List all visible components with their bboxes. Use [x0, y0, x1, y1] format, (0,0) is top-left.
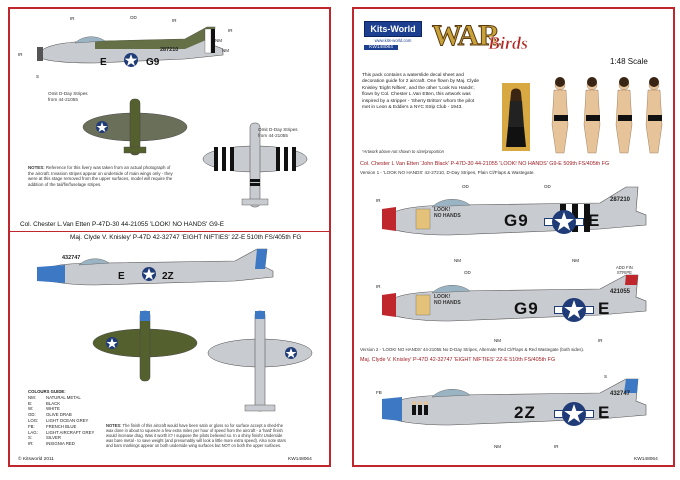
scale-label: 1:48 Scale	[610, 57, 648, 66]
bottom-notes-text: The finish of this aircraft would have been satin or gloss so for surface accept a shed-the wax done in about to squeeze a few extra miles per hour of speed from the aircraft - a 'hard' finish would increase drag. Was it worth it? I suppose the pilots believed so. In a shiny finish! Underside was bare metal - to save weight (and presumably will look a little more extra speed). Also note stars and bars markings appear on both underside wing surfaces but NOT on both the upper surfaces.	[106, 423, 286, 449]
aircraft1-top-view	[80, 97, 190, 157]
plane2-nose-art: LOOK! NO HANDS	[434, 294, 461, 307]
colour-guide	[28, 389, 94, 447]
label-ir: IR	[18, 52, 23, 57]
version2-text: Version 2 - 'LOOK! NO HANDS' 44-21055 No D-Day Stripes, Alternate Red Cl/Flaps & Red Wastegate (both sides).	[360, 347, 585, 352]
label-ir: IR	[598, 338, 603, 343]
label-nm: NM	[222, 48, 229, 53]
aircraft1-code-left: E	[100, 57, 107, 68]
plane2-add-fin-note: ADD FIN STRIPE	[616, 265, 633, 276]
war-text: WAR	[432, 19, 500, 52]
plane1-code-right: E	[588, 211, 600, 230]
aircraft1-notes-title: NOTES:	[28, 165, 45, 170]
plane3-caption: Maj. Clyde V. Knisley' P-47D 42-32747 'EIGHT NIFTIES' 2Z-E 510th FS/405th FG	[360, 357, 556, 363]
aircraft2-caption: Maj. Clyde V. Knisley' P-47D 42-32747 'EIGHT NIFTIES' 2Z-E 510th FS/405th FG	[70, 234, 302, 241]
plane1-caption: Col. Chester L Van Etten 'John Black' P-47D-30 44-21055 'LOOK! NO HANDS' G9-E 509th FS/405th FG	[360, 161, 610, 167]
brand-name: Kits-World	[364, 21, 422, 37]
plane3-code-right: E	[598, 403, 610, 422]
plane1-code-left: G9	[504, 211, 529, 230]
label-ir: IR	[376, 198, 381, 203]
label-nm: NM	[572, 258, 579, 263]
plane2-code-right: E	[598, 299, 610, 318]
product-code: KW148064	[288, 457, 312, 462]
plane1-nose-art: LOOK! NO HANDS	[434, 207, 461, 220]
label-od: OD	[462, 184, 469, 189]
artwork-note: *Artwork above not shown to size/proportion	[362, 149, 444, 154]
label-od: OD	[544, 184, 551, 189]
label-nm: NM	[215, 38, 222, 43]
label-nm: NM	[494, 444, 501, 449]
star-insignia-icon	[138, 266, 160, 282]
colour-row: NM: NATURAL METAL	[28, 394, 81, 400]
colour-row: OD: OLIVE DRAB	[28, 412, 72, 418]
warbirds-logo	[432, 17, 552, 61]
aircraft1-serial: 287210	[160, 47, 179, 53]
label-ir: IR	[228, 28, 233, 33]
plane3-code-left: 2Z	[514, 403, 536, 422]
plane3-serial: 432747	[610, 391, 631, 397]
right-instruction-sheet	[352, 7, 675, 467]
colour-row: IR: INSIGNIA RED	[28, 441, 75, 447]
product-code-bottom: KW148064	[634, 457, 658, 462]
omit-dday-note-top: Omit D-Day Stripes from 44-21055	[258, 127, 298, 138]
bottom-notes-title: NOTES:	[106, 423, 122, 428]
kits-world-logo	[364, 21, 422, 50]
product-code-top: KW148064	[364, 45, 398, 50]
colour-row: FB: FRENCH BLUE	[28, 423, 77, 429]
colour-row: W: WHITE	[28, 406, 60, 412]
plane2-code-left: G9	[514, 299, 539, 318]
aircraft2-top-view	[90, 309, 200, 385]
star-insignia-icon	[554, 297, 594, 323]
colour-row: B: BLACK	[28, 400, 61, 406]
plane2-serial: 421055	[610, 289, 631, 295]
label-s: S	[604, 374, 608, 379]
aircraft1-code-right: G9	[146, 57, 160, 68]
birds-text: Birds	[488, 33, 529, 53]
label-nm: NM	[454, 258, 461, 263]
star-insignia-icon	[554, 401, 594, 427]
colour-row: LAG: LIGHT AIRCRAFT GREY	[28, 429, 95, 435]
aircraft1-notes-text: Reference for this livery was taken from an actual photograph of the aircraft. Invasion stripes appear on underside of main wings only - they were at this stage removed from the upper surfaces, model will require the addition of the tail/fin/fuselage stripes.	[28, 165, 173, 187]
label-s: S	[36, 74, 40, 79]
label-od: OD	[130, 15, 137, 20]
colour-row: LOG: LIGHT OCEAN GREY	[28, 417, 89, 423]
label-fb: FB	[376, 390, 382, 395]
label-ir: IR	[376, 284, 381, 289]
divider	[10, 231, 331, 232]
copyright: © Kitsworld 2011	[18, 457, 54, 462]
label-ir: IR	[554, 444, 559, 449]
label-ir: IR	[70, 16, 75, 21]
aircraft2-code-left: E	[118, 271, 125, 282]
version1-text: Version 1 - 'LOOK NO HANDS' 42-27210, D-Day Stripes, Plain Cl/Flaps & Wastegate.	[360, 170, 535, 175]
star-insignia-icon	[120, 52, 142, 68]
aircraft2-serial: 432747	[62, 255, 81, 261]
omit-dday-note: Omit D-Day Stripes from 44-21055	[48, 91, 88, 102]
aircraft2-underside-view	[205, 309, 315, 419]
left-instruction-sheet	[8, 7, 331, 467]
pinup-figures	[540, 75, 670, 155]
aircraft1-notes	[28, 165, 174, 187]
label-od: OD	[464, 270, 471, 275]
star-insignia-icon	[544, 209, 584, 235]
aircraft2-code-right: 2Z	[162, 271, 174, 282]
label-nm: NM	[494, 338, 501, 343]
brand-url: www.kits-world.com	[374, 38, 412, 43]
colour-row: S: SILVER	[28, 435, 61, 441]
colour-guide-title: COLOURS GUIDE:	[28, 389, 66, 394]
pinup-portrait	[502, 83, 530, 151]
label-ir: IR	[172, 18, 177, 23]
aircraft1-caption: Col. Chester L.Van Etten P-47D-30 44-21055 'LOOK! NO HANDS' G9-E	[20, 221, 225, 228]
plane1-serial: 287210	[610, 197, 631, 203]
bottom-notes	[106, 423, 286, 449]
intro-text: This pack contains a waterslide decal sheet and decoration guide for 2 aircraft. One flown by Maj. Clyde Knisley 'Eight Nifties', and the other 'Look No Hands', flown by Col. Chester L.Van Etten, this artwork was inspired by a stripper - 'Sherry Britton' whom the pilot met in Leon & Eddie's a NYC Strip Club - 1943.	[362, 73, 480, 111]
